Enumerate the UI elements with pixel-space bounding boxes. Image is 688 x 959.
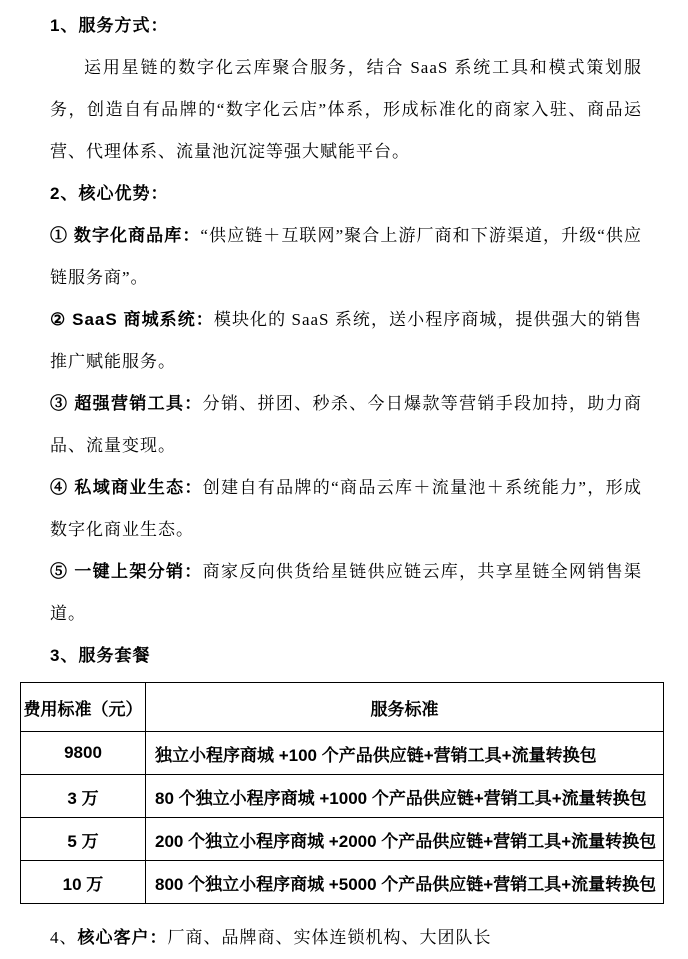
advantage-item-1 [50,215,642,299]
fee-cell: 5 万 [21,818,146,861]
advantage-item-4 [50,467,642,551]
section-4-number: 4、 [50,928,78,947]
advantage-label: ⑤ 一键上架分销： [50,562,203,581]
section-3-heading: 3、服务套餐 [50,646,151,665]
section-1-heading: 1、服务方式： [50,16,169,35]
table-row [21,861,664,904]
advantage-item-3 [50,383,642,467]
table-row [21,732,664,775]
fee-cell: 9800 [21,732,146,775]
advantage-label: ④ 私域商业生态： [50,478,203,497]
section-4-label: 核心客户： [77,928,168,947]
service-header-cell: 服务标准 [146,683,664,732]
advantage-item-5 [50,551,642,635]
advantage-text: 模块化的 SaaS 系统，送小程序商城，提供强大的销售推广赋能服务。 [50,310,643,371]
fee-cell: 10 万 [21,861,146,904]
advantage-text: 分销、拼团、秒杀、今日爆款等营销手段加持，助力商品、流量变现。 [50,394,643,455]
advantage-text: “供应链＋互联网”聚合上游厂商和下游渠道，升级“供应链服务商”。 [50,226,642,287]
table-row [21,775,664,818]
advantage-text: 商家反向供货给星链供应链云库，共享星链全网销售渠道。 [50,562,643,623]
section-1-body: 运用星链的数字化云库聚合服务，结合 SaaS 系统工具和模式策划服务，创造自有品牌的“数字化云店”体系，形成标准化的商家入驻、商品运营、代理体系、流量池沉淀等强大赋能平台。 [50,58,642,161]
fee-header-cell: 费用标准（元） [21,683,146,732]
advantage-label: ① 数字化商品库： [50,226,201,245]
service-cell: 800 个独立小程序商城 +5000 个产品供应链+营销工具+流量转换包 [146,861,664,904]
advantage-label: ② SaaS 商城系统： [50,310,214,329]
section-4-line [50,917,642,959]
pricing-table [20,682,664,904]
advantage-item-2 [50,299,642,383]
table-row [21,818,664,861]
service-cell: 独立小程序商城 +100 个产品供应链+营销工具+流量转换包 [146,732,664,775]
advantage-label: ③ 超强营销工具： [50,394,203,413]
section-2-heading: 2、核心优势： [50,184,169,203]
service-cell: 200 个独立小程序商城 +2000 个产品供应链+营销工具+流量转换包 [146,818,664,861]
service-cell: 80 个独立小程序商城 +1000 个产品供应链+营销工具+流量转换包 [146,775,664,818]
section-4-text: 厂商、品牌商、实体连锁机构、大团队长 [167,928,492,947]
fee-cell: 3 万 [21,775,146,818]
table-header-row [21,683,664,732]
advantage-text: 创建自有品牌的“商品云库＋流量池＋系统能力”，形成数字化商业生态。 [50,478,642,539]
